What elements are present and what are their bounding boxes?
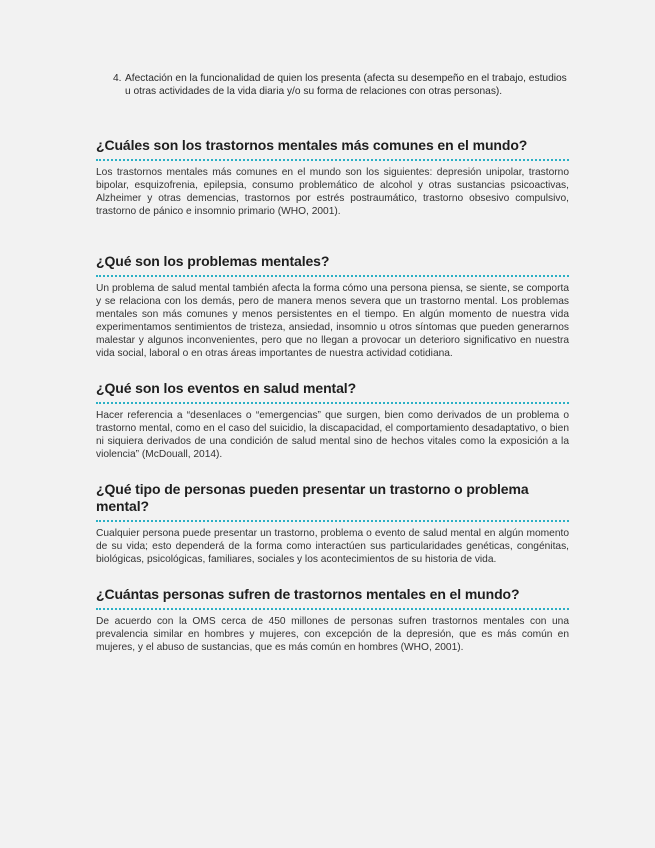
section-common-disorders xyxy=(96,137,569,218)
section-body: Hacer referencia a “desenlaces o “emergencias” que surgen, bien como derivados de un problema o trastorno mental, como en el caso del suicidio, la discapacidad, el comportamiento desadaptativo, o bien ni siquiera derivados de una condición de salud mental sino de hechos vitales como la exposición a la violencia” (McDouall, 2014). xyxy=(96,410,569,460)
section-who-can-present xyxy=(96,481,569,566)
section-body: Cualquier persona puede presentar un trastorno, problema o evento de salud mental en algún momento de su vida; esto dependerá de la forma como interactúen sus particularidades genéticas, congénitas, biológicas, psicológicas, familiares, sociales y los acontecimientos de su historia de vida. xyxy=(96,528,569,565)
section-heading: ¿Qué son los problemas mentales? xyxy=(96,253,330,269)
dotted-divider xyxy=(96,275,569,277)
dotted-divider xyxy=(96,608,569,610)
section-heading: ¿Qué tipo de personas pueden presentar un trastorno o problema mental? xyxy=(96,481,529,514)
list-item-4 xyxy=(113,72,569,98)
section-body: Un problema de salud mental también afecta la forma cómo una persona piensa, se siente, se comporta y se relaciona con los demás, pero de manera menos severa que un trastorno mental. Los problemas mentales son más comunes y menos persistentes en el tiempo. En algún momento de nuestra vida experimentamos sentimientos de tristeza, ansiedad, insomnio u otros síntomas que pueden generarnos malestar y algunos inconvenientes, pero que no llegan a provocar un deterioro significativo en nuestra vida social, laboral o en otras áreas importantes de nuestra actividad cotidiana. xyxy=(96,283,569,359)
dotted-divider xyxy=(96,402,569,404)
section-mental-health-events xyxy=(96,380,569,461)
section-body: De acuerdo con la OMS cerca de 450 millones de personas sufren trastornos mentales con una prevalencia similar en hombres y mujeres, con excepción de la depresión, que es más común en mujeres, y el abuso de sustancias, que es más común en hombres (WHO, 2001). xyxy=(96,616,569,653)
section-heading: ¿Cuáles son los trastornos mentales más comunes en el mundo? xyxy=(96,137,528,153)
section-mental-problems xyxy=(96,253,569,360)
section-heading: ¿Cuántas personas sufren de trastornos mentales en el mundo? xyxy=(96,586,520,602)
section-how-many-people xyxy=(96,586,569,654)
section-heading: ¿Qué son los eventos en salud mental? xyxy=(96,380,357,396)
list-text: Afectación en la funcionalidad de quien los presenta (afecta su desempeño en el trabajo, estudios u otras actividades de la vida diaria y/o su forma de relaciones con otras personas). xyxy=(125,73,567,97)
dotted-divider xyxy=(96,520,569,522)
section-body: Los trastornos mentales más comunes en el mundo son los siguientes: depresión unipolar, trastorno bipolar, esquizofrenia, epilepsia, consumo problemático de alcohol y otras sustancias psicoactivas, Alzheimer y otras demencias, trastornos por estrés postraumático, trastorno obsesivo compulsivo, trastorno de pánico e insomnio primario (WHO, 2001). xyxy=(96,167,569,217)
list-number: 4. xyxy=(113,73,122,84)
dotted-divider xyxy=(96,159,569,161)
